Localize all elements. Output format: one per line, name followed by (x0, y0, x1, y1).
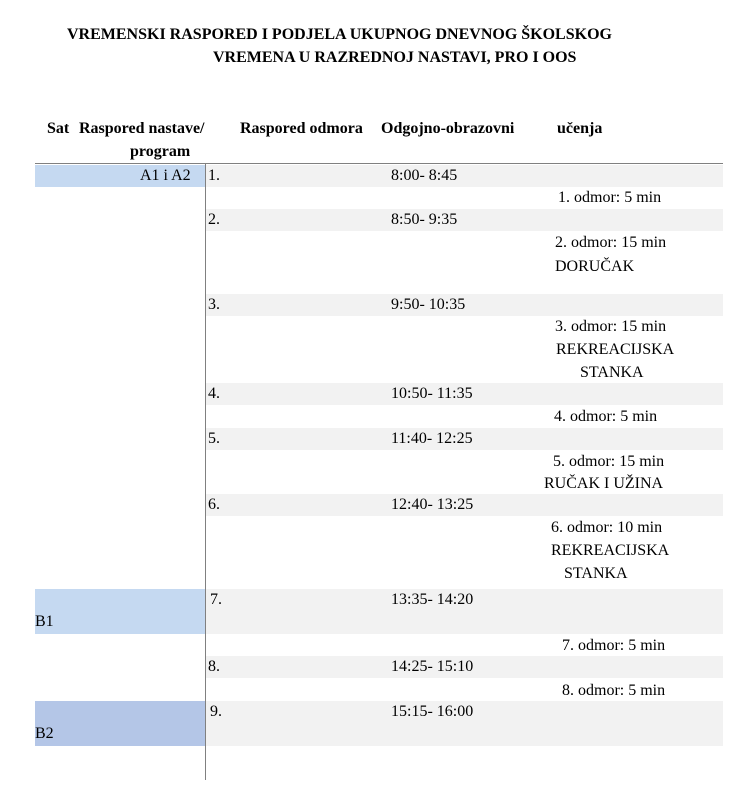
break-text: 2. odmor: 15 min (555, 234, 667, 251)
period-time: 9:50- 10:35 (391, 296, 466, 313)
period-number: 7. (210, 591, 222, 608)
period-time: 8:50- 9:35 (391, 211, 458, 228)
break-text: 8. odmor: 5 min (562, 682, 666, 699)
break-text: STANKA (564, 565, 628, 582)
period-number: 9. (210, 703, 222, 720)
document-title-line-2: VREMENA U RAZREDNOJ NASTAVI, PRO I OOS (213, 49, 577, 66)
period-time: 12:40- 13:25 (391, 496, 474, 513)
break-text: 1. odmor: 5 min (558, 189, 662, 206)
period-time: 11:40- 12:25 (391, 430, 473, 447)
header-program: program (130, 143, 191, 160)
break-text: 4. odmor: 5 min (554, 408, 658, 425)
period-time: 13:35- 14:20 (391, 591, 474, 608)
break-text: STANKA (580, 364, 644, 381)
header-ucenja: učenja (557, 120, 603, 137)
column-divider (205, 163, 206, 780)
row-shade-2 (205, 209, 723, 231)
period-time: 10:50- 11:35 (391, 385, 473, 402)
break-text: 7. odmor: 5 min (562, 637, 666, 654)
period-number: 5. (208, 430, 220, 447)
group-cell-b1 (35, 589, 205, 634)
break-text: RUČAK I UŽINA (544, 475, 664, 492)
header-odgojno-obrazovni: Odgojno-obrazovni (381, 120, 515, 137)
period-number: 2. (208, 211, 220, 228)
header-divider (35, 163, 723, 164)
break-text: 5. odmor: 15 min (553, 453, 665, 470)
break-text: 3. odmor: 15 min (555, 318, 667, 335)
period-number: 1. (208, 167, 220, 184)
group-label-a1-a2: A1 i A2 (140, 167, 191, 184)
header-raspored-odmora: Raspored odmora (240, 120, 363, 137)
period-number: 8. (208, 658, 220, 675)
break-text: DORUČAK (555, 258, 635, 275)
period-number: 3. (208, 296, 220, 313)
header-raspored-nastave: Raspored nastave/ (79, 120, 205, 137)
period-time: 14:25- 15:10 (391, 658, 474, 675)
break-text: 6. odmor: 10 min (551, 519, 663, 536)
group-label-b2: B2 (35, 725, 54, 742)
header-sat: Sat (47, 120, 70, 137)
period-time: 8:00- 8:45 (391, 167, 458, 184)
period-time: 15:15- 16:00 (391, 703, 474, 720)
group-cell-b2 (35, 701, 205, 746)
period-number: 6. (208, 496, 220, 513)
period-number: 4. (208, 385, 220, 402)
row-shade-1 (205, 165, 723, 187)
break-text: REKREACIJSKA (556, 341, 675, 358)
document-title-line-1: VREMENSKI RASPORED I PODJELA UKUPNOG DNEVNOG ŠKOLSKOG (67, 26, 612, 43)
break-text: REKREACIJSKA (551, 542, 670, 559)
group-label-b1: B1 (35, 613, 54, 630)
